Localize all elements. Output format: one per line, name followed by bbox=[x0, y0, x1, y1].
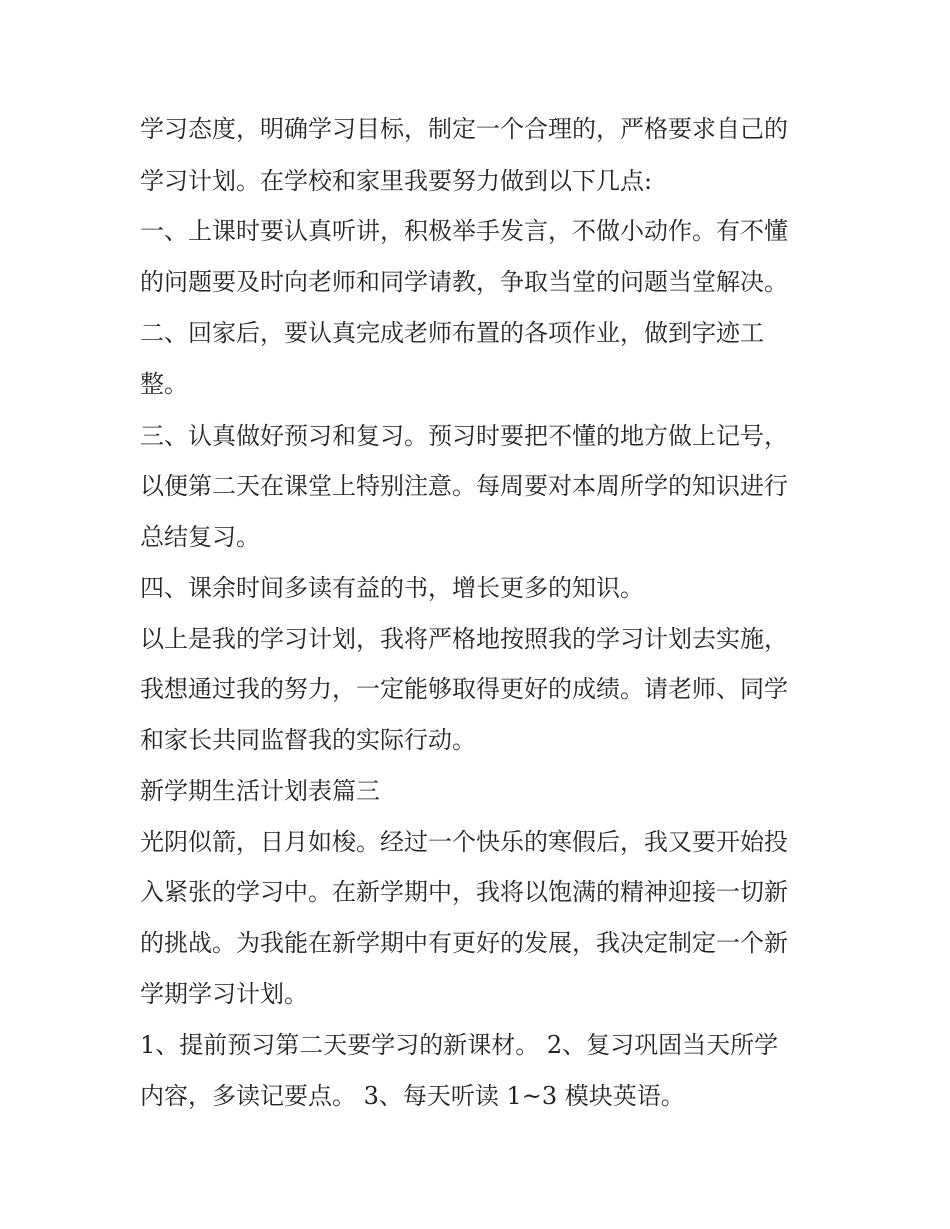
text-line: 内容，多读记要点。 3、每天听读 1~3 模块英语。 bbox=[140, 1082, 685, 1110]
text-line: 四、课余时间多读有益的书，增长更多的知识。 bbox=[140, 574, 644, 602]
text-line: 我想通过我的努力，一定能够取得更好的成绩。请老师、同学 bbox=[140, 675, 788, 703]
text-line: 的挑战。为我能在新学期中有更好的发展，我决定制定一个新 bbox=[140, 929, 788, 957]
text-line: 和家长共同监督我的实际行动。 bbox=[140, 726, 476, 754]
text-line: 光阴似箭，日月如梭。经过一个快乐的寒假后，我又要开始投 bbox=[140, 828, 788, 856]
text-line: 的问题要及时向老师和同学请教，争取当堂的问题当堂解决。 bbox=[140, 268, 788, 296]
text-line: 学习计划。在学校和家里我要努力做到以下几点: bbox=[140, 167, 653, 195]
text-line: 1、提前预习第二天要学习的新课材。 2、复习巩固当天所学 bbox=[140, 1031, 779, 1059]
section-heading: 新学期生活计划表篇三 bbox=[140, 777, 380, 805]
text-line: 三、认真做好预习和复习。预习时要把不懂的地方做上记号， bbox=[140, 422, 788, 450]
text-line: 整。 bbox=[140, 370, 188, 398]
text-line: 以上是我的学习计划，我将严格地按照我的学习计划去实施， bbox=[140, 625, 788, 653]
text-line: 学习态度，明确学习目标，制定一个合理的，严格要求自己的 bbox=[140, 115, 788, 143]
text-line: 二、回家后，要认真完成老师布置的各项作业，做到字迹工 bbox=[140, 319, 764, 347]
text-line: 以便第二天在课堂上特别注意。每周要对本周所学的知识进行 bbox=[140, 472, 788, 500]
text-line: 入紧张的学习中。在新学期中，我将以饱满的精神迎接一切新 bbox=[140, 878, 788, 906]
text-line: 总结复习。 bbox=[140, 523, 260, 551]
text-line: 一、上课时要认真听讲，积极举手发言，不做小动作。有不懂 bbox=[140, 217, 788, 245]
text-line: 学期学习计划。 bbox=[140, 980, 308, 1008]
